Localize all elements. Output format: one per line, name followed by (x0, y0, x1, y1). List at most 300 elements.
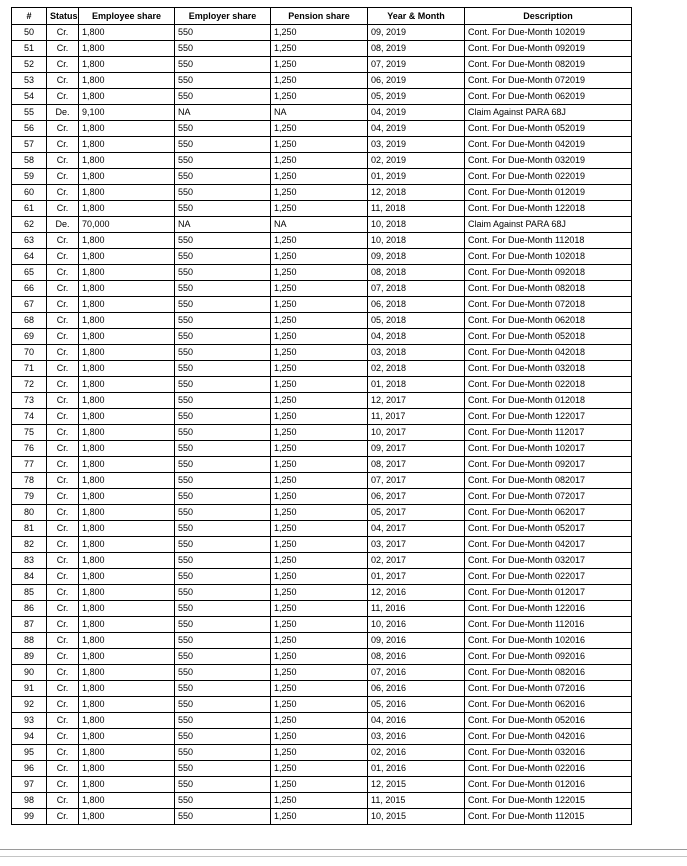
status-cell: De. (47, 217, 79, 233)
description-cell: Cont. For Due-Month 112015 (465, 809, 632, 825)
employer-share-cell: 550 (175, 393, 271, 409)
employee-share-cell: 1,800 (79, 297, 175, 313)
employer-share-cell: 550 (175, 73, 271, 89)
description-cell: Cont. For Due-Month 012017 (465, 585, 632, 601)
employer-share-cell: 550 (175, 697, 271, 713)
year-month-cell: 05, 2017 (368, 505, 465, 521)
status-cell: Cr. (47, 665, 79, 681)
year-month-cell: 07, 2018 (368, 281, 465, 297)
status-cell: Cr. (47, 409, 79, 425)
year-month-cell: 04, 2019 (368, 105, 465, 121)
employer-share-cell: 550 (175, 361, 271, 377)
pension-share-cell: 1,250 (271, 57, 368, 73)
pension-share-cell: 1,250 (271, 297, 368, 313)
year-month-cell: 04, 2017 (368, 521, 465, 537)
description-cell: Cont. For Due-Month 052018 (465, 329, 632, 345)
year-month-cell: 08, 2018 (368, 265, 465, 281)
row-number-cell: 79 (12, 489, 47, 505)
row-number-cell: 56 (12, 121, 47, 137)
employee-share-cell: 9,100 (79, 105, 175, 121)
employer-share-cell: 550 (175, 441, 271, 457)
employee-share-cell: 1,800 (79, 409, 175, 425)
pension-share-cell: 1,250 (271, 585, 368, 601)
table-row (12, 297, 632, 313)
year-month-cell: 05, 2019 (368, 89, 465, 105)
pension-share-cell: 1,250 (271, 233, 368, 249)
status-cell: Cr. (47, 345, 79, 361)
description-cell: Cont. For Due-Month 072018 (465, 297, 632, 313)
employee-share-cell: 1,800 (79, 233, 175, 249)
employer-share-cell: 550 (175, 505, 271, 521)
year-month-cell: 11, 2016 (368, 601, 465, 617)
employer-share-cell: 550 (175, 201, 271, 217)
table-row (12, 569, 632, 585)
row-number-cell: 70 (12, 345, 47, 361)
status-cell: Cr. (47, 521, 79, 537)
employee-share-cell: 1,800 (79, 777, 175, 793)
table-row (12, 441, 632, 457)
year-month-cell: 09, 2016 (368, 633, 465, 649)
year-month-cell: 03, 2019 (368, 137, 465, 153)
col-header-description: Description (465, 8, 632, 25)
employee-share-cell: 1,800 (79, 153, 175, 169)
row-number-cell: 84 (12, 569, 47, 585)
status-cell: Cr. (47, 25, 79, 41)
status-cell: Cr. (47, 233, 79, 249)
employee-share-cell: 1,800 (79, 57, 175, 73)
row-number-cell: 94 (12, 729, 47, 745)
table-row (12, 585, 632, 601)
description-cell: Cont. For Due-Month 022016 (465, 761, 632, 777)
employee-share-cell: 1,800 (79, 137, 175, 153)
row-number-cell: 72 (12, 377, 47, 393)
employer-share-cell: 550 (175, 617, 271, 633)
employer-share-cell: 550 (175, 57, 271, 73)
status-cell: Cr. (47, 793, 79, 809)
description-cell: Cont. For Due-Month 082019 (465, 57, 632, 73)
table-row (12, 169, 632, 185)
col-header-employee-share: Employee share (79, 8, 175, 25)
employer-share-cell: 550 (175, 489, 271, 505)
description-cell: Cont. For Due-Month 062018 (465, 313, 632, 329)
status-cell: Cr. (47, 553, 79, 569)
pension-share-cell: 1,250 (271, 121, 368, 137)
status-cell: Cr. (47, 809, 79, 825)
year-month-cell: 09, 2017 (368, 441, 465, 457)
row-number-cell: 99 (12, 809, 47, 825)
description-cell: Cont. For Due-Month 042017 (465, 537, 632, 553)
status-cell: Cr. (47, 73, 79, 89)
status-cell: Cr. (47, 153, 79, 169)
status-cell: De. (47, 105, 79, 121)
row-number-cell: 61 (12, 201, 47, 217)
year-month-cell: 10, 2017 (368, 425, 465, 441)
description-cell: Cont. For Due-Month 062017 (465, 505, 632, 521)
year-month-cell: 01, 2019 (368, 169, 465, 185)
table-row (12, 633, 632, 649)
status-cell: Cr. (47, 729, 79, 745)
description-cell: Cont. For Due-Month 102019 (465, 25, 632, 41)
row-number-cell: 50 (12, 25, 47, 41)
footer-divider (0, 856, 687, 857)
description-cell: Cont. For Due-Month 042018 (465, 345, 632, 361)
employee-share-cell: 1,800 (79, 681, 175, 697)
row-number-cell: 89 (12, 649, 47, 665)
row-number-cell: 83 (12, 553, 47, 569)
year-month-cell: 04, 2018 (368, 329, 465, 345)
year-month-cell: 06, 2017 (368, 489, 465, 505)
employer-share-cell: 550 (175, 473, 271, 489)
row-number-cell: 66 (12, 281, 47, 297)
employer-share-cell: 550 (175, 329, 271, 345)
pension-share-cell: 1,250 (271, 809, 368, 825)
status-cell: Cr. (47, 585, 79, 601)
employee-share-cell: 1,800 (79, 265, 175, 281)
row-number-cell: 69 (12, 329, 47, 345)
table-row (12, 505, 632, 521)
employer-share-cell: 550 (175, 249, 271, 265)
row-number-cell: 88 (12, 633, 47, 649)
year-month-cell: 01, 2017 (368, 569, 465, 585)
description-cell: Cont. For Due-Month 102018 (465, 249, 632, 265)
employer-share-cell: 550 (175, 281, 271, 297)
description-cell: Cont. For Due-Month 052019 (465, 121, 632, 137)
description-cell: Cont. For Due-Month 062019 (465, 89, 632, 105)
employer-share-cell: 550 (175, 569, 271, 585)
pension-share-cell: 1,250 (271, 681, 368, 697)
row-number-cell: 53 (12, 73, 47, 89)
employer-share-cell: 550 (175, 169, 271, 185)
table-row (12, 617, 632, 633)
year-month-cell: 11, 2015 (368, 793, 465, 809)
pension-share-cell: 1,250 (271, 777, 368, 793)
table-row (12, 345, 632, 361)
description-cell: Cont. For Due-Month 072017 (465, 489, 632, 505)
row-number-cell: 73 (12, 393, 47, 409)
employee-share-cell: 1,800 (79, 697, 175, 713)
row-number-cell: 97 (12, 777, 47, 793)
row-number-cell: 87 (12, 617, 47, 633)
employer-share-cell: 550 (175, 633, 271, 649)
year-month-cell: 07, 2019 (368, 57, 465, 73)
employer-share-cell: 550 (175, 777, 271, 793)
row-number-cell: 93 (12, 713, 47, 729)
description-cell: Cont. For Due-Month 092016 (465, 649, 632, 665)
pension-share-cell: 1,250 (271, 601, 368, 617)
employee-share-cell: 1,800 (79, 73, 175, 89)
pension-share-cell: 1,250 (271, 169, 368, 185)
row-number-cell: 82 (12, 537, 47, 553)
table-row (12, 57, 632, 73)
employer-share-cell: 550 (175, 649, 271, 665)
description-cell: Cont. For Due-Month 012018 (465, 393, 632, 409)
description-cell: Cont. For Due-Month 072019 (465, 73, 632, 89)
col-header-number: # (12, 8, 47, 25)
status-cell: Cr. (47, 329, 79, 345)
status-cell: Cr. (47, 745, 79, 761)
pension-share-cell: 1,250 (271, 489, 368, 505)
description-cell: Cont. For Due-Month 052016 (465, 713, 632, 729)
table-row (12, 249, 632, 265)
status-cell: Cr. (47, 633, 79, 649)
row-number-cell: 86 (12, 601, 47, 617)
employee-share-cell: 1,800 (79, 745, 175, 761)
description-cell: Cont. For Due-Month 012016 (465, 777, 632, 793)
pension-share-cell: 1,250 (271, 201, 368, 217)
employer-share-cell: 550 (175, 409, 271, 425)
year-month-cell: 06, 2019 (368, 73, 465, 89)
table-row (12, 201, 632, 217)
table-row (12, 233, 632, 249)
year-month-cell: 10, 2018 (368, 233, 465, 249)
pension-share-cell: 1,250 (271, 329, 368, 345)
table-row (12, 793, 632, 809)
table-row (12, 281, 632, 297)
pension-share-cell: 1,250 (271, 649, 368, 665)
row-number-cell: 74 (12, 409, 47, 425)
table-row (12, 601, 632, 617)
employer-share-cell: 550 (175, 425, 271, 441)
description-cell: Cont. For Due-Month 102017 (465, 441, 632, 457)
table-row (12, 761, 632, 777)
status-cell: Cr. (47, 457, 79, 473)
table-row (12, 137, 632, 153)
status-cell: Cr. (47, 41, 79, 57)
pension-share-cell: 1,250 (271, 25, 368, 41)
description-cell: Cont. For Due-Month 012019 (465, 185, 632, 201)
description-cell: Cont. For Due-Month 112017 (465, 425, 632, 441)
table-row (12, 537, 632, 553)
pension-share-cell: NA (271, 217, 368, 233)
year-month-cell: 11, 2018 (368, 201, 465, 217)
status-cell: Cr. (47, 313, 79, 329)
pension-share-cell: 1,250 (271, 617, 368, 633)
description-cell: Cont. For Due-Month 022018 (465, 377, 632, 393)
employer-share-cell: 550 (175, 553, 271, 569)
employee-share-cell: 1,800 (79, 713, 175, 729)
table-row (12, 729, 632, 745)
status-cell: Cr. (47, 697, 79, 713)
col-header-pension-share: Pension share (271, 8, 368, 25)
description-cell: Cont. For Due-Month 112016 (465, 617, 632, 633)
row-number-cell: 91 (12, 681, 47, 697)
year-month-cell: 10, 2018 (368, 217, 465, 233)
status-cell: Cr. (47, 393, 79, 409)
year-month-cell: 03, 2016 (368, 729, 465, 745)
table-row (12, 425, 632, 441)
contribution-table (11, 7, 632, 825)
year-month-cell: 05, 2016 (368, 697, 465, 713)
year-month-cell: 07, 2016 (368, 665, 465, 681)
year-month-cell: 05, 2018 (368, 313, 465, 329)
table-row (12, 217, 632, 233)
year-month-cell: 02, 2017 (368, 553, 465, 569)
pension-share-cell: 1,250 (271, 137, 368, 153)
employee-share-cell: 1,800 (79, 185, 175, 201)
table-row (12, 457, 632, 473)
year-month-cell: 02, 2018 (368, 361, 465, 377)
description-cell: Cont. For Due-Month 032017 (465, 553, 632, 569)
table-row (12, 361, 632, 377)
status-cell: Cr. (47, 425, 79, 441)
row-number-cell: 71 (12, 361, 47, 377)
row-number-cell: 90 (12, 665, 47, 681)
employee-share-cell: 1,800 (79, 345, 175, 361)
description-cell: Cont. For Due-Month 112018 (465, 233, 632, 249)
employer-share-cell: 550 (175, 121, 271, 137)
status-cell: Cr. (47, 361, 79, 377)
status-cell: Cr. (47, 201, 79, 217)
status-cell: Cr. (47, 681, 79, 697)
status-cell: Cr. (47, 57, 79, 73)
col-header-status: Status (47, 8, 79, 25)
row-number-cell: 55 (12, 105, 47, 121)
description-cell: Cont. For Due-Month 092017 (465, 457, 632, 473)
status-cell: Cr. (47, 121, 79, 137)
pension-share-cell: NA (271, 105, 368, 121)
row-number-cell: 68 (12, 313, 47, 329)
employer-share-cell: 550 (175, 713, 271, 729)
description-cell: Cont. For Due-Month 092019 (465, 41, 632, 57)
pension-share-cell: 1,250 (271, 793, 368, 809)
table-row (12, 329, 632, 345)
row-number-cell: 59 (12, 169, 47, 185)
year-month-cell: 08, 2017 (368, 457, 465, 473)
employee-share-cell: 1,800 (79, 761, 175, 777)
employer-share-cell: 550 (175, 665, 271, 681)
employer-share-cell: 550 (175, 377, 271, 393)
row-number-cell: 54 (12, 89, 47, 105)
row-number-cell: 51 (12, 41, 47, 57)
pension-share-cell: 1,250 (271, 697, 368, 713)
row-number-cell: 75 (12, 425, 47, 441)
status-cell: Cr. (47, 137, 79, 153)
status-cell: Cr. (47, 777, 79, 793)
employer-share-cell: 550 (175, 89, 271, 105)
row-number-cell: 85 (12, 585, 47, 601)
table-row (12, 393, 632, 409)
description-cell: Cont. For Due-Month 022019 (465, 169, 632, 185)
table-row (12, 713, 632, 729)
description-cell: Cont. For Due-Month 062016 (465, 697, 632, 713)
year-month-cell: 12, 2018 (368, 185, 465, 201)
row-number-cell: 62 (12, 217, 47, 233)
pension-share-cell: 1,250 (271, 249, 368, 265)
pension-share-cell: 1,250 (271, 553, 368, 569)
status-cell: Cr. (47, 713, 79, 729)
year-month-cell: 04, 2019 (368, 121, 465, 137)
description-cell: Cont. For Due-Month 122017 (465, 409, 632, 425)
year-month-cell: 06, 2018 (368, 297, 465, 313)
row-number-cell: 64 (12, 249, 47, 265)
status-cell: Cr. (47, 649, 79, 665)
row-number-cell: 58 (12, 153, 47, 169)
employee-share-cell: 1,800 (79, 425, 175, 441)
footer-divider (0, 849, 687, 850)
description-cell: Cont. For Due-Month 082018 (465, 281, 632, 297)
col-header-employer-share: Employer share (175, 8, 271, 25)
row-number-cell: 78 (12, 473, 47, 489)
employee-share-cell: 1,800 (79, 329, 175, 345)
employer-share-cell: 550 (175, 137, 271, 153)
year-month-cell: 11, 2017 (368, 409, 465, 425)
row-number-cell: 52 (12, 57, 47, 73)
employer-share-cell: 550 (175, 297, 271, 313)
pension-share-cell: 1,250 (271, 313, 368, 329)
year-month-cell: 06, 2016 (368, 681, 465, 697)
row-number-cell: 95 (12, 745, 47, 761)
employee-share-cell: 1,800 (79, 89, 175, 105)
col-header-year-month: Year & Month (368, 8, 465, 25)
pension-share-cell: 1,250 (271, 73, 368, 89)
status-cell: Cr. (47, 441, 79, 457)
table-row (12, 409, 632, 425)
year-month-cell: 08, 2019 (368, 41, 465, 57)
table-row (12, 121, 632, 137)
pension-share-cell: 1,250 (271, 761, 368, 777)
employee-share-cell: 1,800 (79, 553, 175, 569)
pension-share-cell: 1,250 (271, 153, 368, 169)
year-month-cell: 09, 2018 (368, 249, 465, 265)
description-cell: Cont. For Due-Month 022017 (465, 569, 632, 585)
pension-share-cell: 1,250 (271, 665, 368, 681)
pension-share-cell: 1,250 (271, 633, 368, 649)
table-row (12, 105, 632, 121)
table-row (12, 489, 632, 505)
table-row (12, 41, 632, 57)
employer-share-cell: 550 (175, 313, 271, 329)
description-cell: Cont. For Due-Month 072016 (465, 681, 632, 697)
employer-share-cell: 550 (175, 585, 271, 601)
year-month-cell: 02, 2016 (368, 745, 465, 761)
year-month-cell: 02, 2019 (368, 153, 465, 169)
year-month-cell: 03, 2017 (368, 537, 465, 553)
employer-share-cell: 550 (175, 745, 271, 761)
status-cell: Cr. (47, 169, 79, 185)
row-number-cell: 65 (12, 265, 47, 281)
table-body (12, 25, 632, 825)
description-cell: Cont. For Due-Month 082016 (465, 665, 632, 681)
year-month-cell: 12, 2017 (368, 393, 465, 409)
status-cell: Cr. (47, 249, 79, 265)
employee-share-cell: 1,800 (79, 809, 175, 825)
employee-share-cell: 1,800 (79, 521, 175, 537)
status-cell: Cr. (47, 505, 79, 521)
table-row (12, 521, 632, 537)
row-number-cell: 57 (12, 137, 47, 153)
pension-share-cell: 1,250 (271, 393, 368, 409)
table-row (12, 697, 632, 713)
status-cell: Cr. (47, 377, 79, 393)
status-cell: Cr. (47, 601, 79, 617)
pension-share-cell: 1,250 (271, 569, 368, 585)
employer-share-cell: 550 (175, 233, 271, 249)
description-cell: Cont. For Due-Month 082017 (465, 473, 632, 489)
employee-share-cell: 1,800 (79, 361, 175, 377)
year-month-cell: 08, 2016 (368, 649, 465, 665)
pension-share-cell: 1,250 (271, 89, 368, 105)
year-month-cell: 10, 2016 (368, 617, 465, 633)
row-number-cell: 96 (12, 761, 47, 777)
pension-share-cell: 1,250 (271, 185, 368, 201)
table-row (12, 153, 632, 169)
description-cell: Cont. For Due-Month 122015 (465, 793, 632, 809)
pension-share-cell: 1,250 (271, 713, 368, 729)
year-month-cell: 12, 2015 (368, 777, 465, 793)
status-cell: Cr. (47, 489, 79, 505)
status-cell: Cr. (47, 89, 79, 105)
employer-share-cell: 550 (175, 793, 271, 809)
